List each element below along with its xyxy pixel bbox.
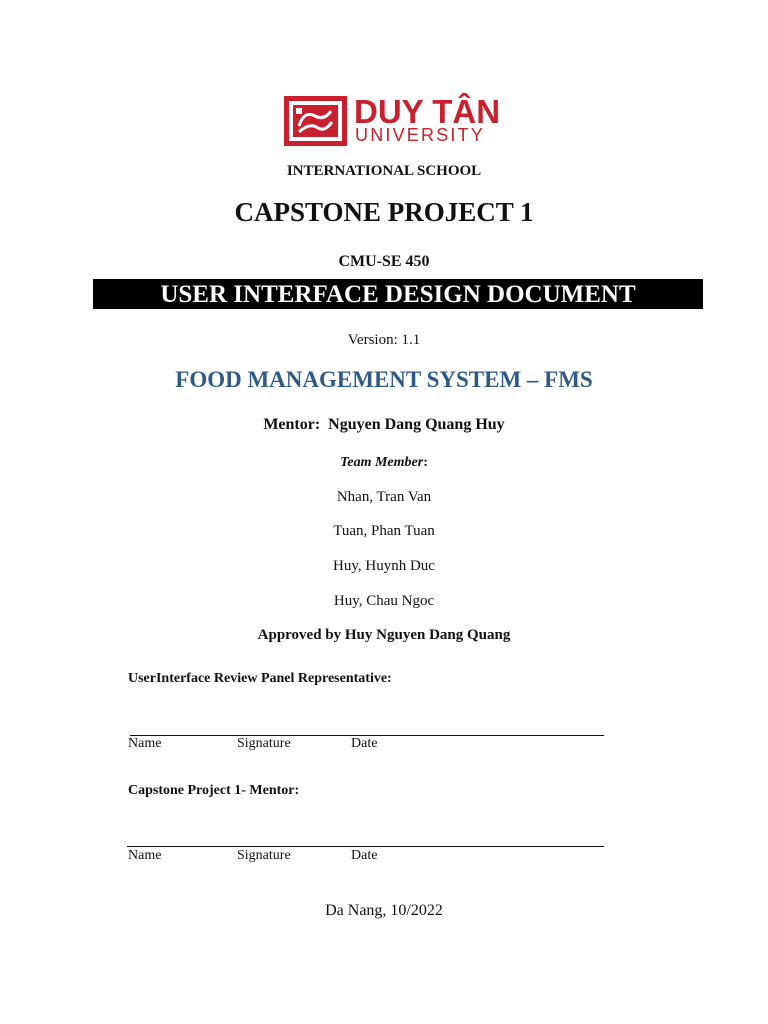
signature-label: Signature <box>237 848 291 863</box>
team-member-item: Huy, Huynh Duc <box>333 558 435 574</box>
version-label: Version: 1.1 <box>347 332 421 348</box>
team-member-colon: : <box>423 455 428 470</box>
team-member-item: Huy, Chau Ngoc <box>333 593 435 609</box>
project-title: CAPSTONE PROJECT 1 <box>234 197 534 227</box>
logo-subtitle: UNIVERSITY <box>355 125 486 145</box>
signature-label: Signature <box>237 736 291 751</box>
place-and-date: Da Nang, 10/2022 <box>325 902 443 919</box>
university-emblem-icon <box>284 96 347 146</box>
approval-line: Approved by Huy Nguyen Dang Quang <box>257 627 511 643</box>
review-panel-heading: UserInterface Review Panel Representative: <box>128 671 392 686</box>
team-member-heading <box>0 455 768 471</box>
team-member-item: Tuan, Phan Tuan <box>333 523 435 539</box>
date-label: Date <box>351 848 378 863</box>
team-member-label: Team Member <box>340 455 424 470</box>
name-label: Name <box>128 736 162 751</box>
name-label: Name <box>128 848 162 863</box>
signature-line <box>127 846 604 847</box>
course-code: CMU-SE 450 <box>338 253 430 270</box>
mentor-line: Mentor: Nguyen Dang Quang Huy <box>263 416 505 433</box>
document-title-banner: USER INTERFACE DESIGN DOCUMENT <box>93 279 703 309</box>
school-name: INTERNATIONAL SCHOOL <box>286 163 482 179</box>
logo-title: DUY TÂN <box>354 93 501 130</box>
date-label: Date <box>351 736 378 751</box>
mentor-signoff-heading: Capstone Project 1- Mentor: <box>128 783 300 798</box>
system-title: FOOD MANAGEMENT SYSTEM – FMS <box>175 367 593 392</box>
university-logo <box>284 93 501 148</box>
team-member-item: Nhan, Tran Van <box>336 489 432 505</box>
